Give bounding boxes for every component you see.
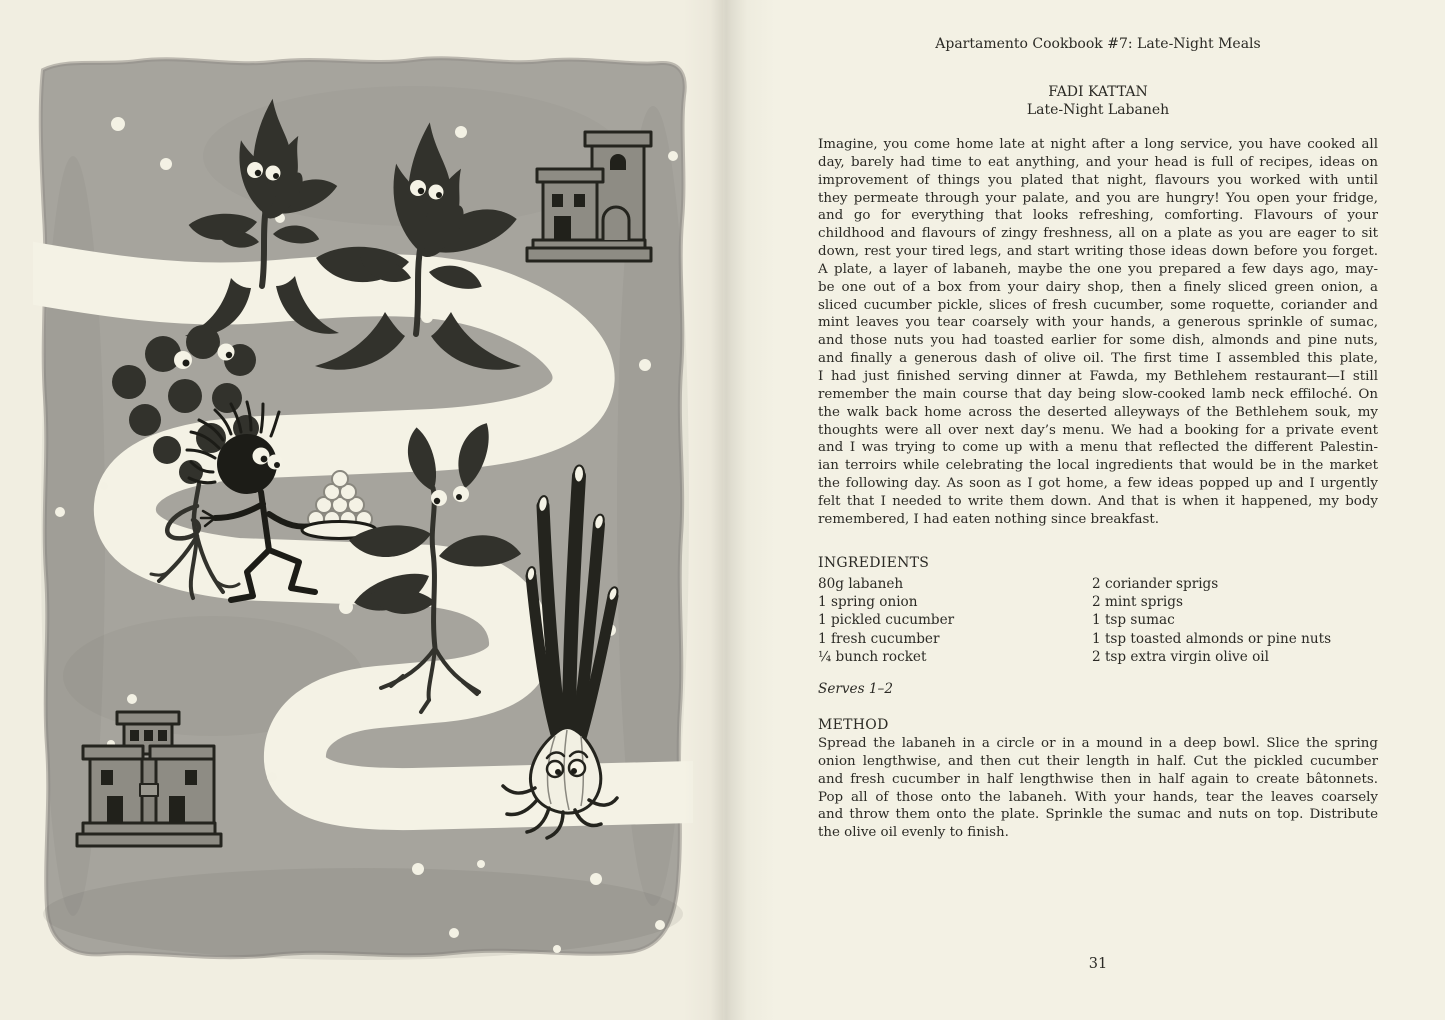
intro-line: felt that I needed to write them down. And that is when it happened, my body: [818, 493, 1378, 509]
intro-line: remember the main course that day being slow-cooked lamb neck effiloché. On: [818, 386, 1378, 402]
running-header: Apartamento Cookbook #7: Late-Night Meals: [935, 36, 1261, 52]
ingredient-item: ¼ bunch rocket: [818, 648, 927, 665]
intro-line: they permeate through your palate, and you are hungry! You open your fridge,: [818, 190, 1378, 206]
page-number: 31: [1088, 956, 1108, 972]
ingredient-item: 1 spring onion: [818, 594, 918, 611]
intro-line: and those nuts you had toasted earlier for some dish, almonds and pine nuts,: [818, 333, 1378, 349]
ingredient-item: 80g labaneh: [818, 576, 904, 592]
method-line: Spread the labaneh in a circle or in a mound in a deep bowl. Slice the spring: [818, 736, 1378, 751]
method-line: the olive oil evenly to finish.: [818, 825, 1009, 841]
intro-line: sliced cucumber pickle, slices of fresh cucumber, some roquette, coriander and: [818, 297, 1378, 313]
method-paragraph: [818, 735, 1378, 842]
ingredient-item: 1 tsp sumac: [1092, 612, 1175, 629]
ingredient-item: 2 tsp extra virgin olive oil: [1092, 648, 1269, 665]
ingredient-item: 2 mint sprigs: [1092, 594, 1183, 611]
intro-line: thoughts were all over next day’s menu. We had a booking for a private event: [818, 422, 1378, 438]
intro-line: the following day. As soon as I got home, a few ideas popped up and I urgently: [818, 476, 1378, 492]
recipe-title: Late-Night Labaneh: [1026, 102, 1170, 118]
serves-note: Serves 1–2: [818, 681, 893, 697]
intro-line: and finally a generous dash of olive oil. The first time I assembled this plate,: [818, 351, 1378, 367]
intro-line: day, barely had time to eat anything, and your head is full of recipes, ideas on: [818, 154, 1378, 170]
intro-line: be one out of a box from your dairy shop, then a finely sliced green onion, a: [818, 279, 1378, 295]
method-line: onion lengthwise, and then cut their length in half. Cut the pickled cucumber: [818, 753, 1378, 769]
method-line: and throw them onto the plate. Sprinkle the sumac and nuts on top. Distribute: [818, 807, 1378, 823]
recipe-author: FADI KATTAN: [1048, 84, 1148, 100]
intro-line: improvement of things you plated that night, flavours you worked with until: [818, 172, 1378, 188]
illustration: [33, 36, 693, 964]
ingredients-column-2: [1092, 575, 1378, 666]
intro-line: ian terroirs while celebrating the local ingredients that would be in the market: [818, 458, 1378, 474]
intro-line: remembered, I had eaten nothing since breakfast.: [818, 511, 1159, 527]
ingredient-item: 1 fresh cucumber: [818, 630, 940, 647]
ingredients-heading: INGREDIENTS: [818, 555, 930, 571]
intro-line: Imagine, you come home late at night after a long service, you have cooked all: [818, 137, 1378, 152]
intro-line: the walk back home across the deserted alleyways of the Bethlehem souk, my: [818, 404, 1378, 420]
intro-line: A plate, a layer of labaneh, maybe the one you prepared a few days ago, may-: [818, 261, 1378, 277]
method-line: Pop all of those onto the labaneh. With your hands, tear the leaves coarsely: [818, 789, 1378, 805]
intro-line: mint leaves you tear coarsely with your hands, a generous sprinkle of sumac,: [818, 315, 1378, 331]
intro-line: and go for everything that looks refreshing, comforting. Flavours of your: [818, 208, 1378, 224]
method-heading: METHOD: [818, 717, 889, 733]
intro-line: down, rest your tired legs, and start writing those ideas down before you forget.: [818, 244, 1378, 260]
ingredient-item: 1 tsp toasted almonds or pine nuts: [1092, 630, 1332, 647]
intro-line: I had just finished serving dinner at Fawda, my Bethlehem restaurant—I still: [818, 368, 1378, 384]
ingredient-item: 2 coriander sprigs: [1092, 576, 1219, 592]
method-line: and fresh cucumber in half lengthwise then in half again to create bâtonnets.: [818, 771, 1378, 787]
ingredients-column-1: [818, 575, 1088, 666]
intro-line: and I was trying to come up with a menu that reflected the different Palestin-: [818, 440, 1378, 456]
intro-paragraph: [818, 136, 1378, 529]
ingredient-item: 1 pickled cucumber: [818, 612, 955, 629]
intro-line: childhood and flavours of zingy freshness, all on a plate as you are eager to sit: [818, 226, 1378, 242]
